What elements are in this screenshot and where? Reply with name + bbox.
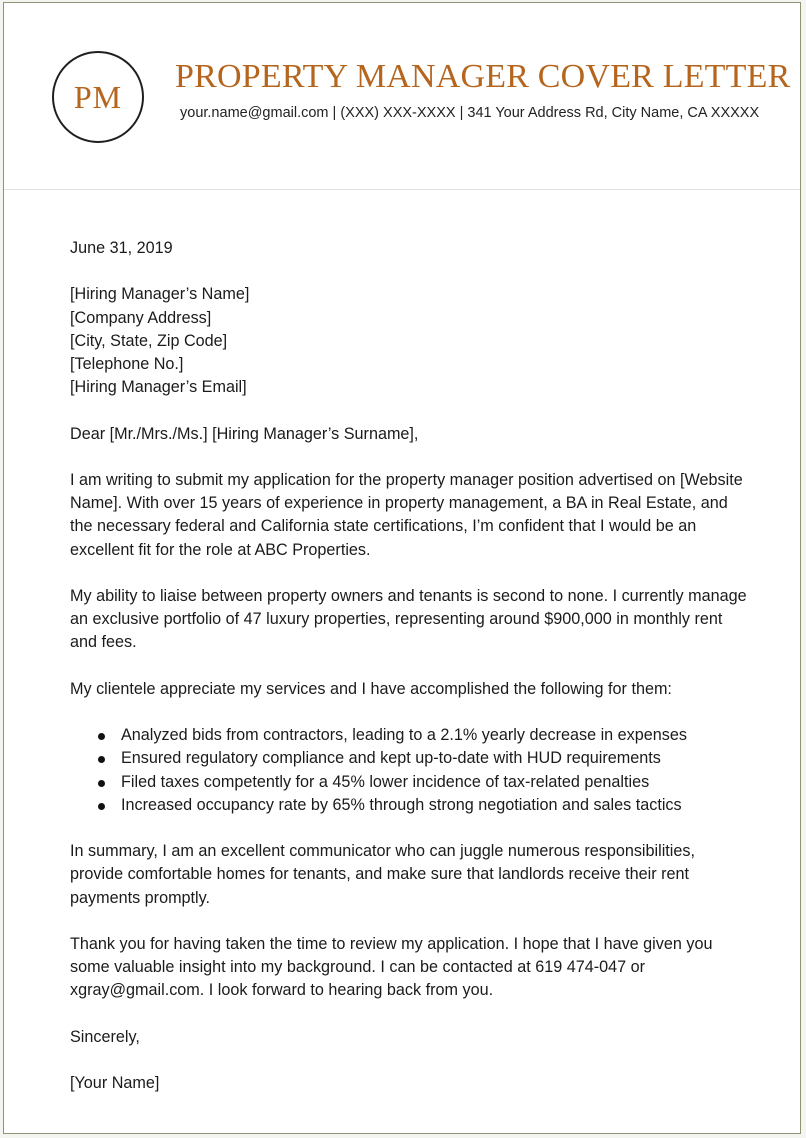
list-item: Ensured regulatory compliance and kept up-to-date with HUD requirements [98, 747, 750, 770]
document-title: PROPERTY MANAGER COVER LETTER [175, 58, 791, 95]
letter-body [70, 237, 750, 1119]
recipient-company-address: [Company Address] [70, 308, 212, 327]
monogram-initials: PM [73, 78, 123, 115]
closing: Sincerely, [70, 1027, 140, 1046]
header-divider [4, 189, 800, 190]
cover-letter-page [3, 2, 801, 1134]
recipient-city-state-zip: [City, State, Zip Code] [70, 331, 228, 350]
list-item: Increased occupancy rate by 65% through strong negotiation and sales tactics [98, 794, 750, 817]
monogram-badge [52, 51, 144, 143]
recipient-name: [Hiring Manager’s Name] [70, 285, 250, 304]
paragraph-thanks: Thank you for having taken the time to review my application. I hope that I have given you some valuable insight into my background. I can be contacted at 619 474-047 or xgray@gmail.com. I look forward to hearing back from you. [70, 934, 713, 1000]
signature-name: [Your Name] [70, 1074, 160, 1093]
contact-line: your.name@gmail.com | (XXX) XXX-XXXX | 341 Your Address Rd, City Name, CA XXXXX [180, 105, 760, 121]
bullet-icon [98, 803, 105, 810]
paragraph-summary: In summary, I am an excellent communicator who can juggle numerous responsibilities, provide comfortable homes for tenants, and make sure that landlords receive their rent payments promptly. [70, 842, 695, 907]
bullet-icon [98, 780, 105, 787]
paragraph-ability: My ability to liaise between property owners and tenants is second to none. I currently manage an exclusive portfolio of 47 luxury properties, representing around $900,000 in monthly rent and fees. [70, 586, 747, 652]
list-item: Analyzed bids from contractors, leading to a 2.1% yearly decrease in expenses [98, 724, 750, 747]
letter-date: June 31, 2019 [70, 239, 173, 257]
accomplishments-list [70, 724, 750, 817]
bullet-icon [98, 733, 105, 740]
list-item: Filed taxes competently for a 45% lower incidence of tax-related penalties [98, 771, 750, 794]
recipient-telephone: [Telephone No.] [70, 355, 184, 373]
bullet-icon [98, 756, 105, 763]
recipient-email: [Hiring Manager’s Email] [70, 378, 247, 397]
paragraph-accomplishments-intro: My clientele appreciate my services and I have accomplished the following for them: [70, 679, 672, 698]
salutation: Dear [Mr./Mrs./Ms.] [Hiring Manager’s Surname], [70, 424, 419, 443]
paragraph-intro: I am writing to submit my application for the property manager position advertised on [Website Name]. With over 15 years of experience in property management, a BA in Real Estate, and the necessary federal and California state certifications, I’m confident that I would be an excellent fit for the role at ABC Properties. [70, 470, 743, 559]
